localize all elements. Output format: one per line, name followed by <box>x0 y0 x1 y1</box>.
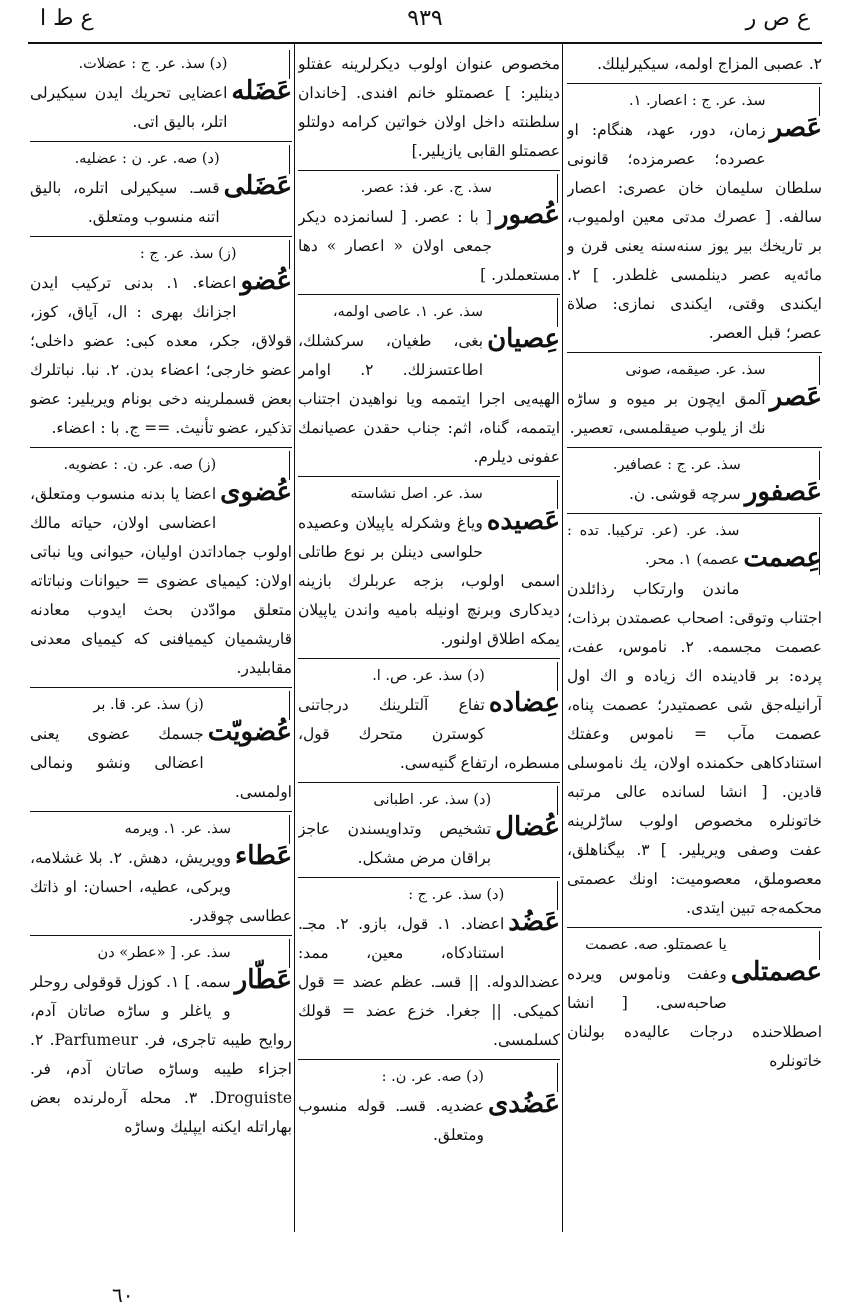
entry-grammar: (د) صه. عر. ن. : <box>298 1063 558 1092</box>
entry-grammar: سذ. ج. عر. فذ: عصر. <box>298 174 558 203</box>
entry-headword: عِصمت <box>743 543 822 573</box>
dictionary-entry <box>567 356 822 443</box>
entry-headword: عَضَلی <box>223 171 292 201</box>
dictionary-entry <box>298 881 560 1055</box>
column-left <box>30 50 292 1226</box>
entry-separator <box>30 687 292 688</box>
page-number: ٩٣٩ <box>407 6 443 31</box>
dictionary-entry <box>298 174 560 290</box>
entry-definition: زمان، دور، عهد، هنگام: او عصرده؛ عصرمزده؛ قانونی سلطان سلیمان خان عصری: اعصار سالفه. [ عصرك مدتی معین اولمیوب، بر تاریخك بیر یوز سنه‌سنه یعنی قرن و مائه‌یه عصر دینلمسی غلطدر. ] ٢. ایکندی وقتی، ایکندی نمازی: صلاة عصر؛ قبل العصر. <box>567 121 822 342</box>
entry-headword: عُضو <box>240 266 292 296</box>
entry-definition: جسمك عضوی یعنی اعضالی ونشو ونمالی اولمسی. <box>30 725 292 801</box>
entry-separator <box>298 782 560 783</box>
entry-separator <box>30 935 292 936</box>
entry-headword: عَصر <box>769 382 822 412</box>
entry-separator <box>298 1059 560 1060</box>
entry-separator <box>567 352 822 353</box>
header-rule <box>28 42 822 44</box>
entry-grammar: (ز) سذ. عر. ج : <box>30 240 290 269</box>
entry-headword: عَصیده <box>486 506 560 536</box>
entry-separator <box>567 513 822 514</box>
column-divider-right <box>562 42 563 1232</box>
dictionary-entry <box>30 815 292 931</box>
entry-grammar: یا عصمتلو. صه. عصمت <box>567 931 820 960</box>
entry-definition: وویریش، دهش. ٢. بلا غشلامه، ویرکی، عطیه، احسان: او ذاتك عطاسی چوقدر. <box>30 849 292 925</box>
entry-grammar: (د) سذ. عر. ج : عضلات. <box>30 50 290 79</box>
entry-definition: اعضاد. ١. قول، بازو. ٢. مجـ. استنادکاه، معین، ممد: عضدالدوله. || قسـ. عظم عضد = قول کمیکی. || جغرا. خزع عضد = قولك کسلمسی. <box>298 915 560 1049</box>
header-next-root: ع ط ا <box>40 6 94 31</box>
dictionary-entry <box>30 691 292 807</box>
entry-headword: عِصیان <box>487 324 560 354</box>
entry-grammar: (د) سذ. عر. ج : <box>298 881 558 910</box>
entry-definition: بغی، طغیان، سرکشلك، اطاعتسزلك. ٢. اوامر الهیه‌یی اجرا ایتممه ویا نواهیدن اجتناب ایتممه، گناه، اثم: جناب حقدن عصیانمك عفونی دیلرم. <box>298 332 560 466</box>
column-divider-left <box>294 42 295 1232</box>
dictionary-entry <box>298 662 560 778</box>
entry-separator <box>567 83 822 84</box>
dictionary-entry <box>567 451 822 509</box>
entry-definition: وياغ وشکرله یاپیلان وعصیده حلواسی دینلن بر نوع طاتلی اسمی اولوب، بزجه عربلرك بازینه دیدکاری وبرنچ اونیله بامیه واندن یاپیلان یمکه اطلاق اولنور. <box>298 514 560 648</box>
dictionary-entry <box>30 145 292 232</box>
entry-headword: عَضُد <box>508 907 560 937</box>
entry-separator <box>567 927 822 928</box>
entry-definition: اعضاء. ١. بدنی ترکیب ایدن اجزانك بهری : ال، آیاق، کوز، قولاق، جکر، معده کبی: عضو داخلی؛ عضو خارجی؛ اعضاء بدن. ٢. نبا. نباتلرك بعض قسملرینه دخی بونام ویریلیر: عضو تذکیر، عضو تأنیث. == ج. با : اعضاء. <box>30 274 292 437</box>
entry-grammar: سذ. عر. صیقمه، صونی <box>567 356 820 385</box>
entry-grammar: سذ. عر. اصل نشاسته <box>298 480 558 509</box>
header-root-letters: ع ص ر <box>745 6 810 31</box>
entry-headword: عِضاده <box>488 688 560 718</box>
page-header <box>40 6 810 40</box>
entry-headword: عَطاء <box>235 841 292 871</box>
entry-grammar: (د) صه. عر. ن : عضلیه. <box>30 145 290 174</box>
dictionary-entry <box>298 298 560 472</box>
dictionary-entry <box>30 451 292 683</box>
entry-headword: عُضویّت <box>207 717 292 747</box>
entry-grammar: (د) سذ. عر. ص. ا. <box>298 662 558 691</box>
entry-separator <box>298 294 560 295</box>
dictionary-entry <box>567 517 822 923</box>
entry-headword: عَضُدی <box>487 1089 560 1119</box>
entry-definition: سمه. ] ١. کوزل قوقولی روحلر و یاغلر و ساڑه صاتان آدم، روایح طیبه تاجری، فر. Parfumeur. ٢. اجزاء طیبه وساڑه صاتان آدم، فر. Droguiste. ٣. محله آره‌لرنده بعض بهاراتله ایکنه ایپلیك وساڑه <box>30 973 292 1136</box>
entry-separator <box>567 447 822 448</box>
entry-definition: عضدیه. قسـ. قوله منسوب ومتعلق. <box>298 1097 484 1144</box>
dictionary-entry <box>30 50 292 137</box>
entry-headword: عَصفور <box>744 477 822 507</box>
dictionary-entry <box>298 786 560 873</box>
entry-definition: مخصوص عنوان اولوب دیکرلرینه عفتلو دینلیر: ] عصمتلو خانم افندی. [خاندان سلطنته داخل اولان خواتین کرامه دولتلو عصمتلو القابی یازیلیر.] <box>298 55 560 160</box>
entry-headword: عُضوی <box>220 477 292 507</box>
entry-separator <box>30 141 292 142</box>
entry-definition: تشخیص وتداویسندن عاجز براقان مرض مشکل. <box>298 820 492 867</box>
entry-separator <box>30 811 292 812</box>
entry-grammar: سذ. عر. ج : عصافیر. <box>567 451 820 480</box>
entry-grammar: سذ. عر. ج : اعصار. ١. <box>567 87 820 116</box>
dictionary-entry <box>298 1063 560 1150</box>
column-right <box>567 50 822 1226</box>
entry-separator <box>30 447 292 448</box>
entry-grammar: (د) سذ. عر. اطبانی <box>298 786 558 815</box>
entry-grammar: (ز) سذ. عر. قا. بر <box>30 691 290 720</box>
entry-headword: عَضَلە <box>231 76 292 106</box>
entry-definition: اعضایی تحریك ایدن سیکیرلی اتلر، بالیق اتی. <box>30 84 228 131</box>
entry-headword: عصمتلی <box>730 957 822 987</box>
dictionary-entry <box>567 50 822 79</box>
entry-grammar: سذ. عر. [ «عطر» دن <box>30 939 290 968</box>
signature-mark: ٦٠ <box>112 1283 134 1307</box>
column-center <box>298 50 560 1226</box>
entry-definition: تفاع آلتلرینك درجاتنی کوسترن متحرك قول، مسطره، ارتفاع گنیه‌سی. <box>298 696 560 772</box>
entry-separator <box>298 476 560 477</box>
entry-definition: [ با : عصر. [ لسانمزده دیکر جمعی اولان « اعصار » دها مستعملدر. ] <box>298 208 560 284</box>
dictionary-entry <box>298 480 560 654</box>
entry-headword: عَصر <box>769 113 822 143</box>
entry-grammar: سذ. عر. (عر. ترکیبا. تده : عصمه) ١. محر. <box>567 517 820 575</box>
entry-separator <box>30 236 292 237</box>
entry-definition: قسـ. سیکیرلی اتلره، بالیق اتنه منسوب ومتعلق. <box>30 179 220 226</box>
entry-definition: سرچه قوشی. ن. <box>628 485 741 503</box>
dictionary-entry <box>30 939 292 1142</box>
entry-definition: ماندن وارتکاب رذائلدن اجتناب وتوقی: اصحاب عصمتدن برذات؛ عصمت مجسمه. ٢. ناموس، عفت، پرده: بر قادینده اك زیاده و اك اول آرانیلەجق شی عصمتیدر؛ عصمت پناه، عصمت مآب = ناموس وعفتك استنادکاهی حکمنده اولان، یك ناموسلی قادین. [ انشا لسانده عالی مرتبه خاتونلره مخصوص اولوب ساڑلرینه عفت وصفی ویریلیر. ] ٣. بیگناهلق، معصوملق، معصومیت: اونك عصمتی محکمه‌جه تبین ایتدی. <box>567 580 822 917</box>
entry-definition: آلمق ایچون بر میوه و ساڑه نك از یلوب صیقلمسی، تعصیر. <box>567 390 766 437</box>
dictionary-entry <box>567 931 822 1076</box>
entry-grammar: (ز) صه. عر. ن. : عضویه. <box>30 451 290 480</box>
entry-grammar: سذ. عر. ١. ویرمه <box>30 815 290 844</box>
entry-headword: عَطّار <box>234 965 292 995</box>
entry-definition: وعفت وناموس ویرده صاحبه‌سی. [ انشا اصطلاحنده درجات عالیه‌ده بولنان خاتونلره <box>567 965 822 1070</box>
entry-separator <box>298 877 560 878</box>
entry-grammar: سذ. عر. ١. عاصی اولمه، <box>298 298 558 327</box>
entry-separator <box>298 658 560 659</box>
entry-definition: ٢. عصبی المزاج اولمه، سیکیرلیلك. <box>597 55 822 73</box>
dictionary-entry <box>30 240 292 443</box>
entry-headword: عُصور <box>495 200 560 230</box>
entry-separator <box>298 170 560 171</box>
entry-definition: اعضا یا بدنه منسوب ومتعلق، اعضاسی اولان، حیاته مالك اولوب جماداتدن اولیان، حیوانی ویا نباتی اولان: کیمیای عضوی = حیوانات ونباتاته متعلق موادّدن بحث ایدوب معادنه قاریشمیان کیمیافنی که کیمیای معدنی مقابلیدر. <box>30 485 292 677</box>
dictionary-entry <box>298 50 560 166</box>
entry-headword: عُضال <box>495 812 560 842</box>
dictionary-entry <box>567 87 822 348</box>
